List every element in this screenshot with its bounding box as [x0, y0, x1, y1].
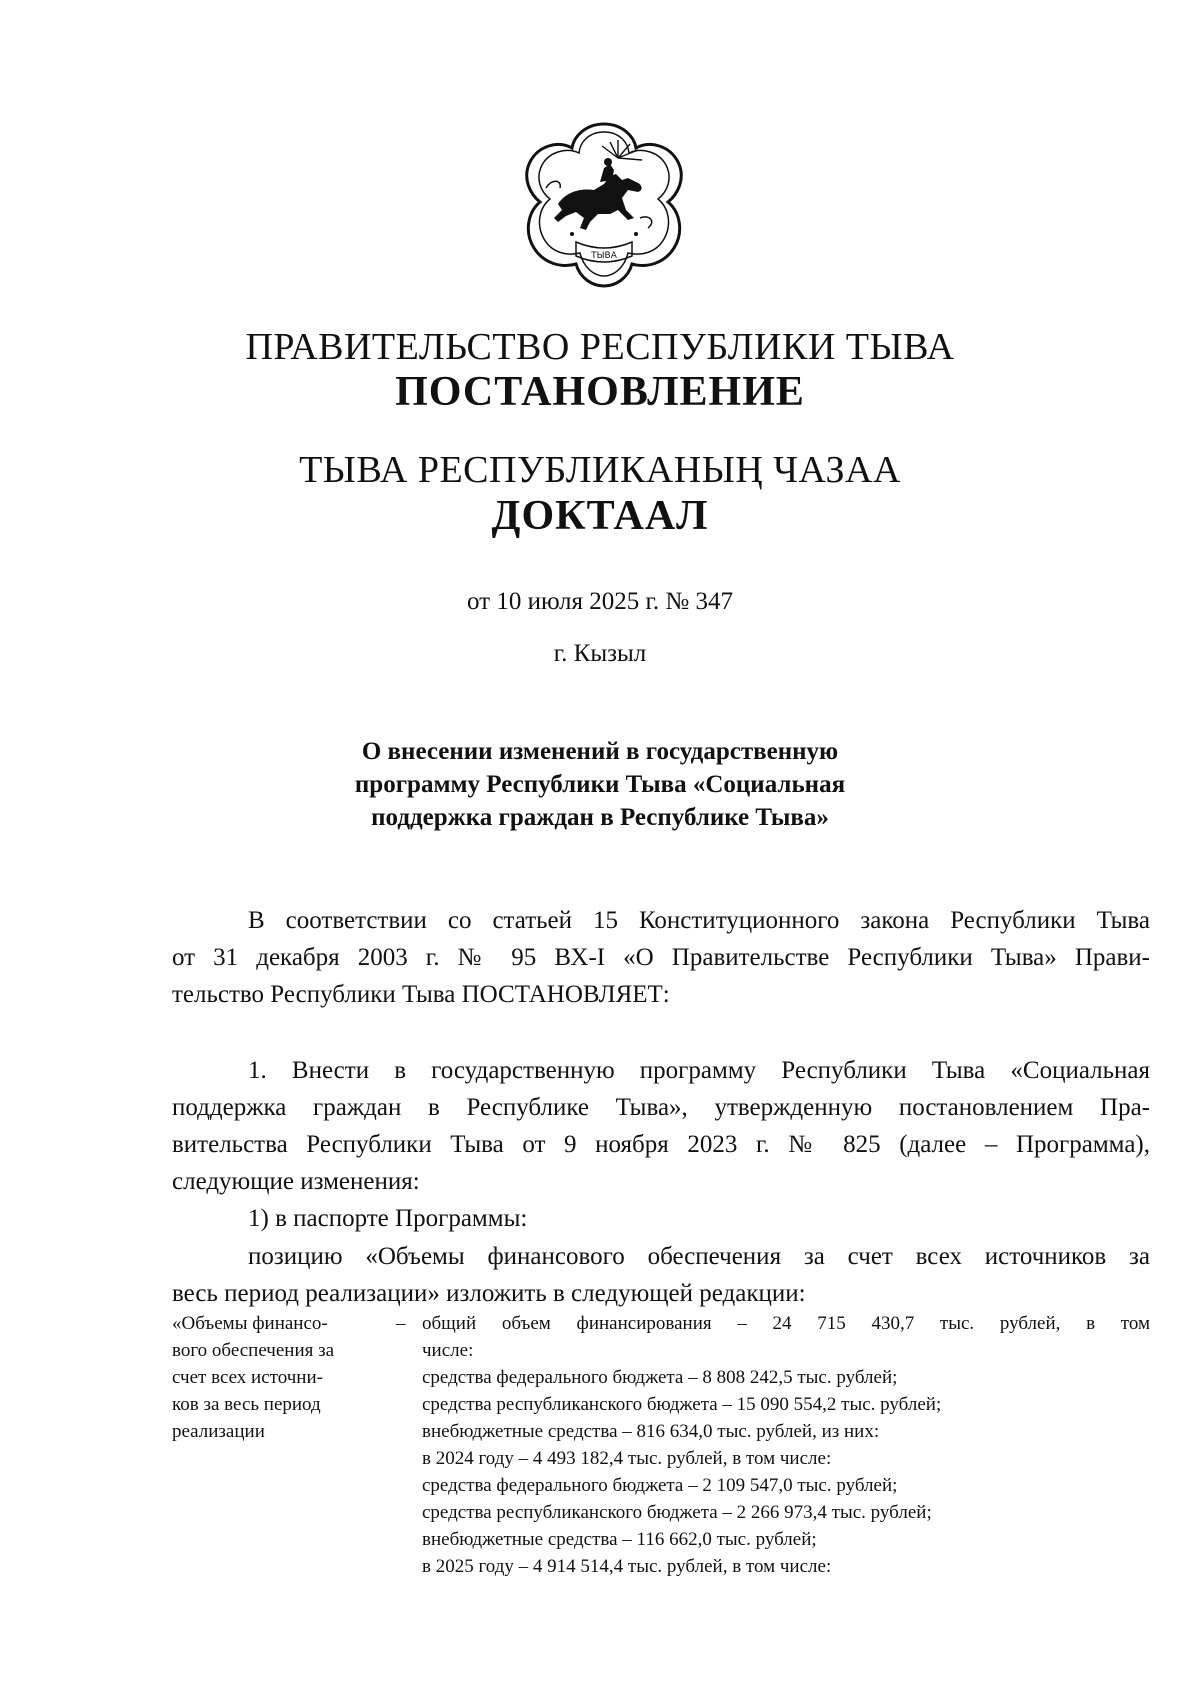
- passport-row-label: [172, 1310, 392, 1445]
- document-type-tyv: ДОКТААЛ: [491, 493, 709, 539]
- subject-line: поддержка граждан в Республике Тыва»: [371, 804, 829, 831]
- value-line: средства федерального бюджета – 8 808 242,5 тыс. рублей;: [422, 1367, 898, 1388]
- document-type-ru: ПОСТАНОВЛЕНИЕ: [395, 369, 805, 415]
- value-line: общий объем финансирования – 24 715 430,7 тыс. рублей, в том: [422, 1313, 1150, 1334]
- position-line: весь период реализации» изложить в следующей редакции:: [172, 1280, 806, 1307]
- label-line: счет всех источни-: [172, 1367, 323, 1388]
- label-line: ков за весь период: [172, 1394, 321, 1415]
- value-line: средства республиканского бюджета – 15 090 554,2 тыс. рублей;: [422, 1394, 942, 1415]
- subitem-1-line: 1) в паспорте Программы:: [248, 1205, 528, 1232]
- passport-row-value: [422, 1310, 1150, 1580]
- city: г. Кызыл: [553, 640, 647, 667]
- subject-line: О внесении изменений в государственную: [361, 738, 839, 765]
- value-line: в 2024 году – 4 493 182,4 тыс. рублей, в том числе:: [422, 1448, 832, 1469]
- item-1-line: следующие изменения:: [172, 1168, 420, 1195]
- tuva-emblem-icon: [518, 118, 690, 290]
- position-paragraph: [172, 1238, 1150, 1312]
- item-1-line: поддержка граждан в Республике Тыва», утвержденную постановлением Пра-: [172, 1094, 1150, 1121]
- label-line: «Объемы финансо-: [172, 1313, 328, 1334]
- document-subject: [60, 735, 1140, 834]
- preamble-line: от 31 декабря 2003 г. № 95 ВХ-I «О Правительстве Республики Тыва» Прави-: [172, 944, 1150, 971]
- value-line: внебюджетные средства – 816 634,0 тыс. рублей, из них:: [422, 1421, 880, 1442]
- value-line: средства федерального бюджета – 2 109 547,0 тыс. рублей;: [422, 1475, 898, 1496]
- preamble-paragraph: [172, 902, 1150, 1013]
- value-line: в 2025 году – 4 914 514,4 тыс. рублей, в том числе:: [422, 1556, 832, 1577]
- value-line: числе:: [422, 1340, 474, 1361]
- value-line: средства республиканского бюджета – 2 266 973,4 тыс. рублей;: [422, 1502, 932, 1523]
- label-line: реализации: [172, 1421, 265, 1442]
- item-1-paragraph: [172, 1052, 1150, 1200]
- government-title-ru: ПРАВИТЕЛЬСТВО РЕСПУБЛИКИ ТЫВА: [245, 326, 955, 368]
- government-title-tyv: ТЫВА РЕСПУБЛИКАНЫҢ ЧАЗАА: [299, 449, 901, 491]
- subitem-1-paragraph: [172, 1200, 1150, 1237]
- preamble-line: тельство Республики Тыва ПОСТАНОВЛЯЕТ:: [172, 981, 670, 1008]
- subject-line: программу Республики Тыва «Социальная: [354, 771, 846, 798]
- preamble-line: В соответствии со статьей 15 Конституционного закона Республики Тыва: [248, 907, 1150, 934]
- row-dash: –: [396, 1313, 406, 1334]
- svg-text:ТЫВА: ТЫВА: [591, 251, 617, 261]
- label-line: вого обеспечения за: [172, 1340, 335, 1361]
- item-1-line: вительства Республики Тыва от 9 ноября 2023 г. № 825 (далее – Программа),: [172, 1131, 1150, 1158]
- position-line: позицию «Объемы финансового обеспечения за счет всех источников за: [248, 1243, 1150, 1270]
- value-line: внебюджетные средства – 116 662,0 тыс. рублей;: [422, 1529, 817, 1550]
- item-1-line: 1. Внести в государственную программу Республики Тыва «Социальная: [248, 1057, 1150, 1084]
- date-and-number: от 10 июля 2025 г. № 347: [466, 588, 734, 615]
